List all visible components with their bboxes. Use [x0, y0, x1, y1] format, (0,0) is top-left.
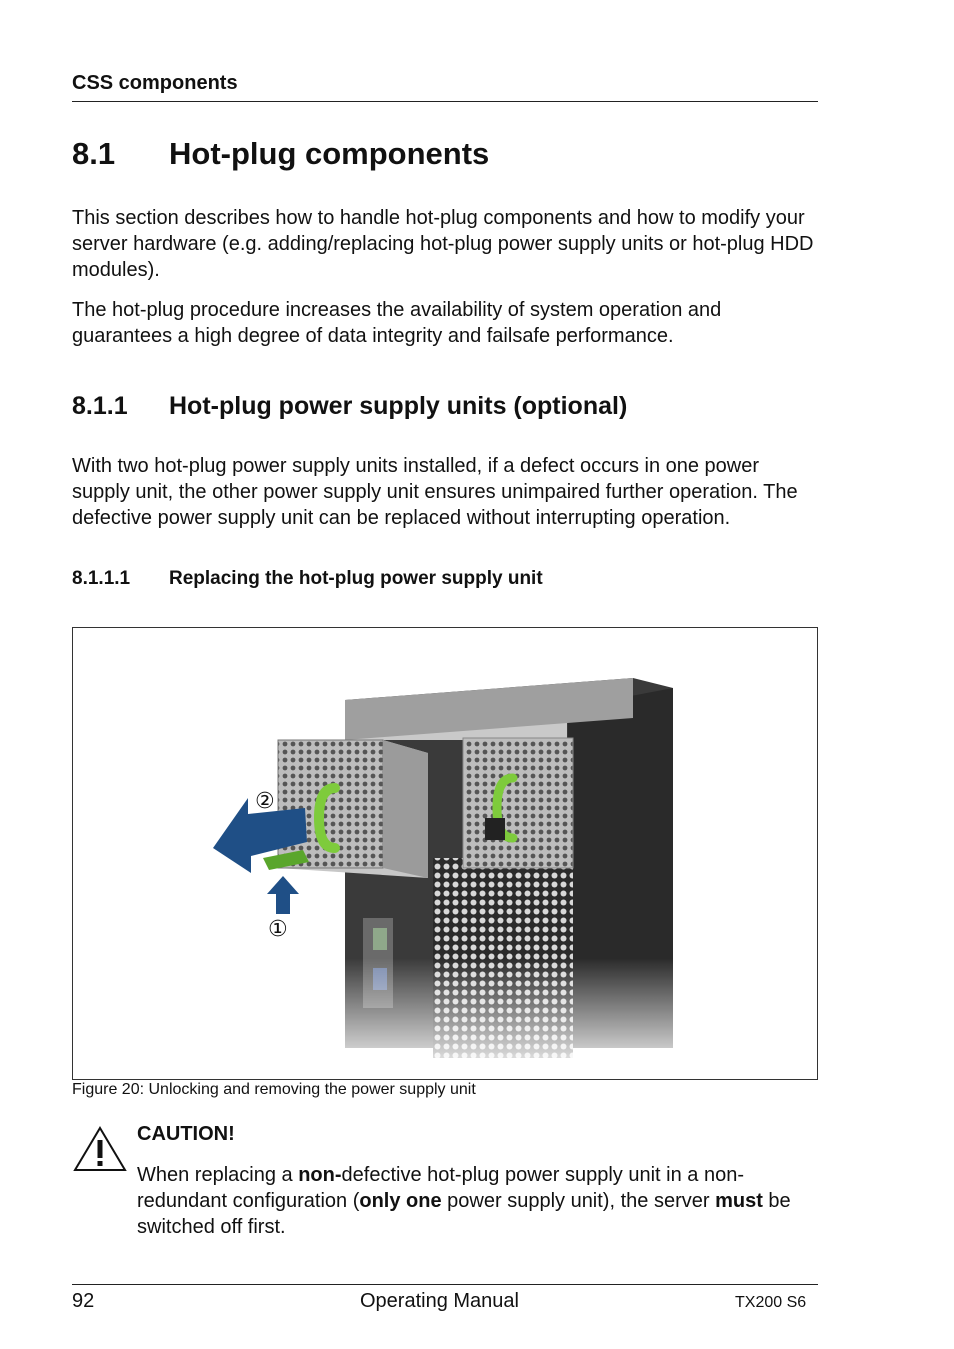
caution-seg: defective hot-plug power supply unit in a non-redundant configuration ( [137, 1164, 744, 1212]
caution-text [137, 1162, 827, 1240]
figure-caption: Figure 20: Unlocking and removing the power supply unit [72, 1081, 476, 1098]
footer-model: TX200 S6 [735, 1294, 807, 1311]
section-title: Hot-plug components [169, 136, 490, 171]
intro-paragraph-2: The hot-plug procedure increases the availability of system operation and guarantees a high degree of data integrity and failsafe performance. [72, 299, 722, 347]
caution-bold-only-one: only one [359, 1190, 442, 1212]
caution-seg: When replacing a [137, 1164, 299, 1186]
page-number: 92 [72, 1290, 95, 1312]
caution-seg: power supply unit), the server [441, 1190, 716, 1212]
caution-title: CAUTION! [137, 1123, 235, 1145]
subsubsection-number: 8.1.1.1 [72, 568, 131, 589]
subsection-number: 8.1.1 [72, 392, 128, 420]
footer-rule [72, 1284, 818, 1285]
caution-seg: be switched off first. [137, 1190, 791, 1238]
running-header: CSS components [72, 72, 238, 94]
installed-psu [463, 738, 573, 868]
subsection-title: Hot-plug power supply units (optional) [169, 392, 628, 420]
power-supply-illustration [73, 628, 817, 1079]
figure-frame [72, 627, 818, 1080]
section-number: 8.1 [72, 136, 116, 171]
callout-2: ② [255, 789, 275, 814]
subsection-heading [72, 392, 627, 421]
footer-manual-title: Operating Manual [360, 1290, 519, 1312]
removed-psu [263, 740, 428, 878]
section-heading [72, 136, 489, 172]
caution-bold-non: non- [298, 1164, 342, 1186]
subsubsection-title: Replacing the hot-plug power supply unit [169, 568, 543, 589]
caution-bold-must: must [715, 1190, 763, 1212]
warning-triangle-icon [72, 1125, 128, 1173]
callout-1: ① [268, 917, 288, 942]
intro-paragraph-1: This section describes how to handle hot-plug components and how to modify your server hardware (e.g. adding/replacing hot-plug power supply units or hot-plug HDD modules). [72, 207, 814, 281]
header-rule [72, 101, 818, 102]
subsection-paragraph: With two hot-plug power supply units installed, if a defect occurs in one power supply unit, the other power supply unit ensures unimpaired further operation. The defective power supply unit can be replaced without interrupting operation. [72, 455, 798, 529]
subsubsection-heading [72, 568, 543, 590]
push-up-arrow-icon [267, 876, 299, 914]
